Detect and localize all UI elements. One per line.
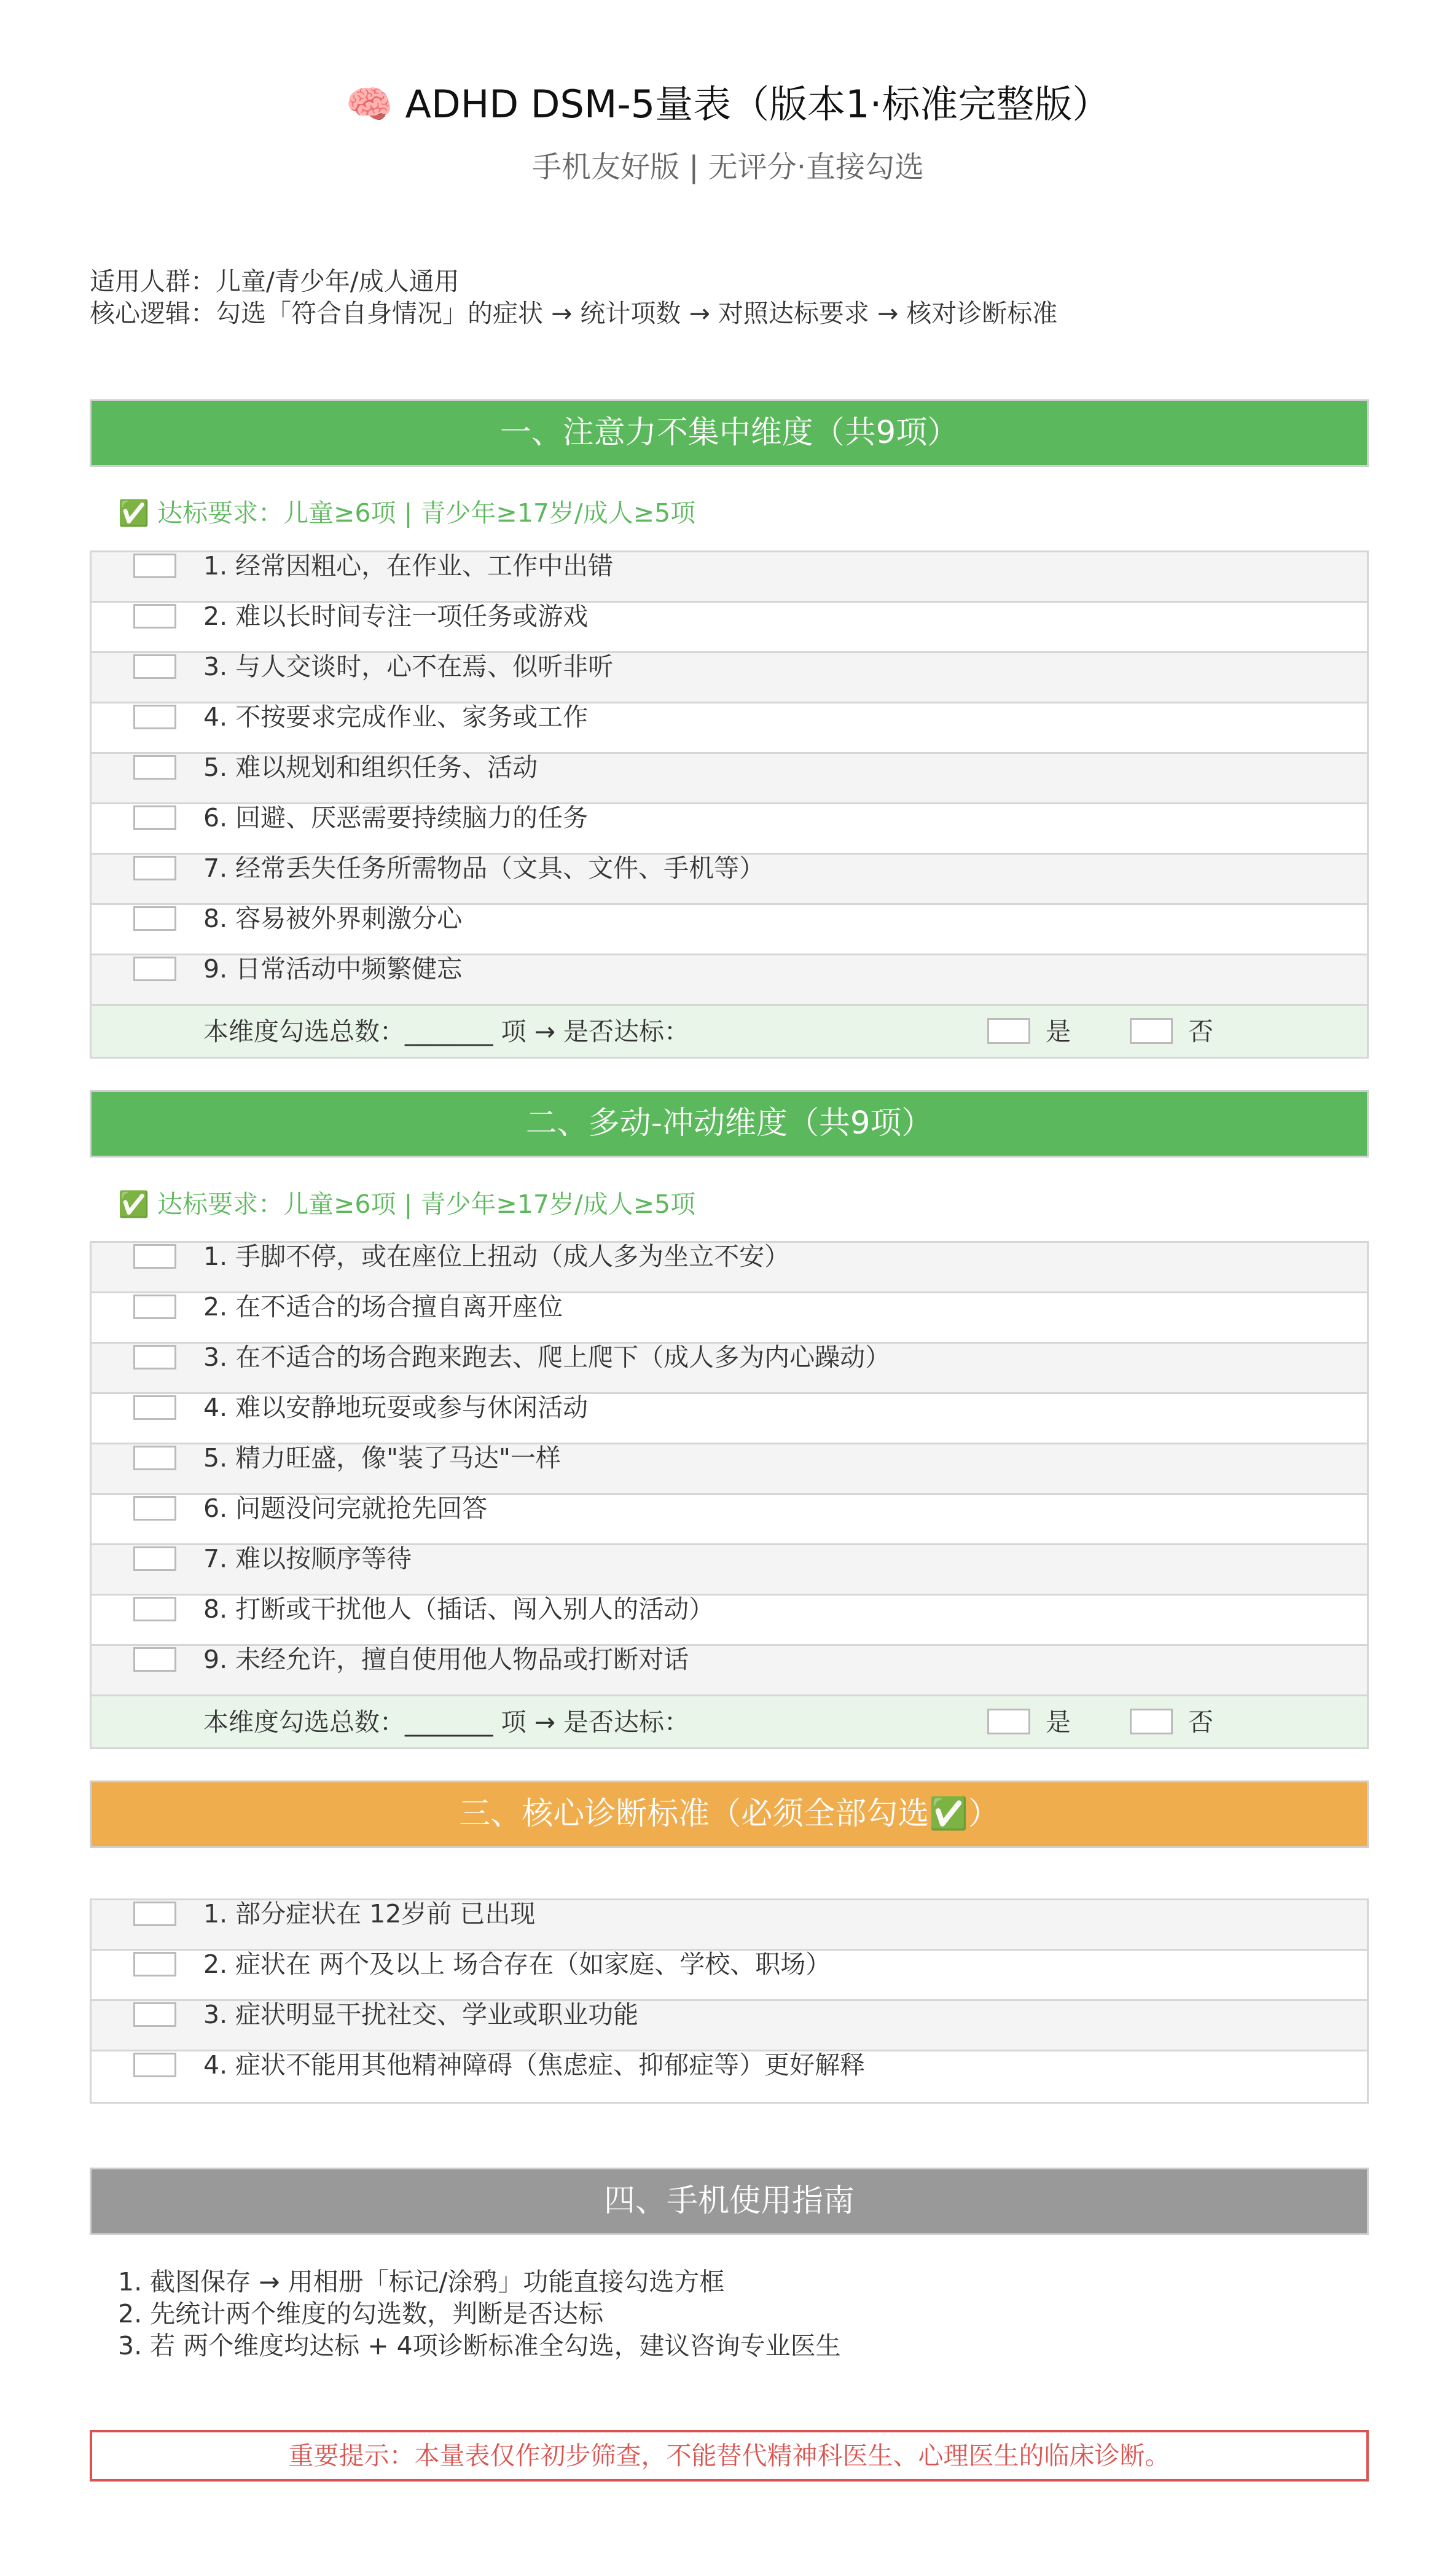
checkbox[interactable] [133,1345,176,1369]
checkbox[interactable] [133,957,176,981]
guide-item: 1. 截图保存 → 用相册「标记/涂鸦」功能直接勾选方框 [118,2267,725,2297]
checkbox[interactable] [133,1295,176,1319]
guide-item: 3. 若 两个维度均达标 + 4项诊断标准全勾选，建议咨询专业医生 [118,2331,841,2360]
checkbox[interactable] [133,1395,176,1420]
no-checkbox[interactable] [1130,1709,1173,1734]
list-item[interactable] [92,855,1367,905]
item-text: 2. 在不适合的场合擅自离开座位 [203,1292,563,1322]
checkbox[interactable] [133,554,176,578]
checkbox[interactable] [133,654,176,679]
list-item[interactable] [92,1596,1367,1646]
section-2-requirement: ✅ 达标要求：儿童≥6项 | 青少年≥17岁/成人≥5项 [118,1189,696,1219]
list-item[interactable] [92,603,1367,653]
checkbox[interactable] [133,906,176,931]
item-text: 3. 与人交谈时，心不在焉、似听非听 [203,652,614,681]
checkbox[interactable] [133,1597,176,1621]
list-item[interactable] [92,754,1367,804]
checkbox[interactable] [133,805,176,830]
summary-row [92,1006,1367,1057]
list-item[interactable] [92,2001,1367,2051]
section-3-header: 三、核心诊断标准（必须全部勾选✅） [90,1780,1369,1848]
summary-text: 本维度勾选总数：_______ 项 → 是否达标： [203,1707,689,1737]
list-item[interactable] [92,1394,1367,1444]
checkbox[interactable] [133,755,176,780]
item-text: 4. 难以安静地玩耍或参与休闲活动 [203,1393,589,1422]
intro-target-audience: 适用人群：儿童/青少年/成人通用 [90,267,460,296]
page-subtitle: 手机友好版 | 无评分·直接勾选 [532,150,924,184]
item-text: 1. 经常因粗心，在作业、工作中出错 [203,551,614,581]
section-1-header: 一、注意力不集中维度（共9项） [90,399,1369,467]
no-label: 否 [1188,1017,1213,1046]
section-1-requirement: ✅ 达标要求：儿童≥6项 | 青少年≥17岁/成人≥5项 [118,498,696,528]
section-4-header: 四、手机使用指南 [90,2168,1369,2235]
list-item[interactable] [92,1951,1367,2001]
no-label: 否 [1188,1707,1213,1737]
list-item[interactable] [92,2051,1367,2102]
list-item[interactable] [92,1646,1367,1696]
checkbox[interactable] [133,1446,176,1470]
item-text: 3. 症状明显干扰社交、学业或职业功能 [203,2000,639,2029]
list-item[interactable] [92,804,1367,855]
item-text: 7. 经常丢失任务所需物品（文具、文件、手机等） [203,853,765,883]
item-text: 7. 难以按顺序等待 [203,1544,412,1573]
item-text: 9. 日常活动中频繁健忘 [203,954,463,984]
summary-text: 本维度勾选总数：_______ 项 → 是否达标： [203,1017,689,1046]
guide-item: 2. 先统计两个维度的勾选数，判断是否达标 [118,2299,604,2329]
list-item[interactable] [92,1444,1367,1495]
yes-label: 是 [1046,1017,1071,1046]
intro-block [90,265,1057,329]
list-item[interactable] [92,1293,1367,1344]
list-item[interactable] [92,1243,1367,1293]
list-item[interactable] [92,703,1367,754]
item-text: 5. 精力旺盛，像"装了马达"一样 [203,1443,561,1473]
section-3-table [90,1898,1369,2104]
yes-label: 是 [1046,1707,1071,1737]
item-text: 9. 未经允许，擅自使用他人物品或打断对话 [203,1645,689,1674]
item-text: 6. 回避、厌恶需要持续脑力的任务 [203,803,589,832]
important-notice: 重要提示：本量表仅作初步筛查，不能替代精神科医生、心理医生的临床诊断。 [90,2430,1369,2482]
checkbox[interactable] [133,1546,176,1571]
list-item[interactable] [92,955,1367,1006]
checkbox[interactable] [133,1496,176,1521]
list-item[interactable] [92,1545,1367,1596]
checkbox[interactable] [133,1902,176,1926]
list-item[interactable] [92,1344,1367,1394]
item-text: 4. 症状不能用其他精神障碍（焦虑症、抑郁症等）更好解释 [203,2050,866,2080]
checkbox[interactable] [133,1244,176,1269]
list-item[interactable] [92,1495,1367,1545]
item-text: 8. 容易被外界刺激分心 [203,904,463,933]
list-item[interactable] [92,653,1367,703]
item-text: 5. 难以规划和组织任务、活动 [203,753,538,782]
item-text: 2. 症状在 两个及以上 场合存在（如家庭、学校、职场） [203,1949,831,1979]
section-1-table [90,550,1369,1059]
list-item[interactable] [92,1900,1367,1951]
yes-checkbox[interactable] [987,1709,1030,1734]
checkbox[interactable] [133,856,176,880]
item-text: 1. 手脚不停，或在座位上扭动（成人多为坐立不安） [203,1242,790,1271]
checkbox[interactable] [133,2053,176,2077]
intro-core-logic: 核心逻辑：勾选「符合自身情况」的症状 → 统计项数 → 对照达标要求 → 核对诊断标准 [90,299,1058,328]
checkbox[interactable] [133,604,176,629]
no-checkbox[interactable] [1130,1018,1173,1044]
summary-row [92,1696,1367,1747]
list-item[interactable] [92,552,1367,603]
item-text: 2. 难以长时间专注一项任务或游戏 [203,601,589,631]
item-text: 3. 在不适合的场合跑来跑去、爬上爬下（成人多为内心躁动） [203,1342,891,1372]
item-text: 6. 问题没问完就抢先回答 [203,1494,488,1523]
checkbox[interactable] [133,1952,176,1976]
section-2-table [90,1241,1369,1749]
usage-guide [118,2266,841,2362]
checkbox[interactable] [133,2002,176,2027]
item-text: 8. 打断或干扰他人（插话、闯入别人的活动） [203,1594,714,1624]
checkbox[interactable] [133,705,176,729]
checkbox[interactable] [133,1647,176,1672]
item-text: 1. 部分症状在 12岁前 已出现 [203,1899,536,1929]
yes-checkbox[interactable] [987,1018,1030,1044]
item-text: 4. 不按要求完成作业、家务或工作 [203,702,589,732]
list-item[interactable] [92,905,1367,955]
page-title: 🧠 ADHD DSM-5量表（版本1·标准完整版） [345,82,1111,127]
section-2-header: 二、多动-冲动维度（共9项） [90,1090,1369,1158]
